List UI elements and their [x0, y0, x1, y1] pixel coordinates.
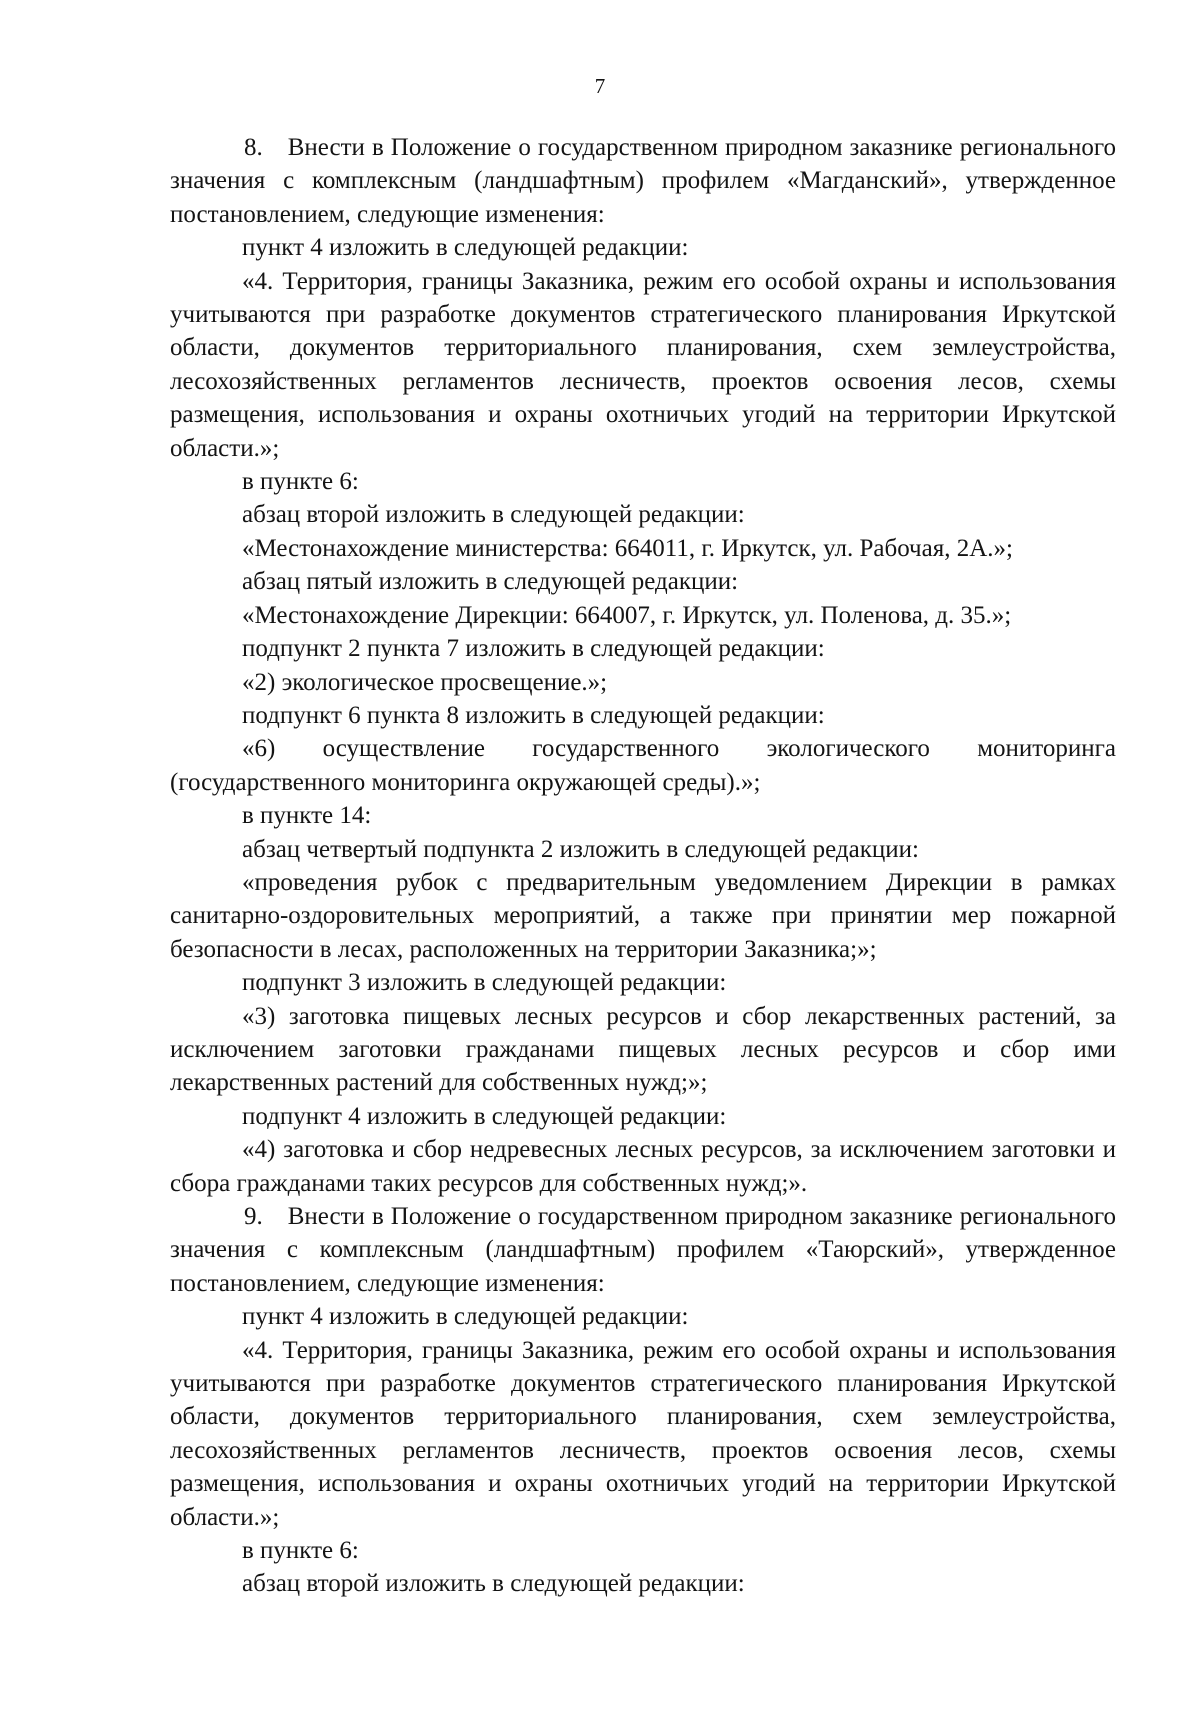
paragraph: «проведения рубок с предварительным уведомлением Дирекции в рамках санитарно-оздоровительных мероприятий, а также при принятии мер пожарной безопасности в лесах, расположенных на территории Заказника;»; [170, 868, 1116, 963]
paragraph: «4) заготовка и сбор недревесных лесных ресурсов, за исключением заготовки и сбора гражданами таких ресурсов для собственных нужд;». [170, 1136, 1116, 1197]
paragraph: абзац второй изложить в следующей редакции: [242, 1570, 745, 1598]
paragraph: в пункте 6: [242, 1537, 359, 1565]
page-number: 7 [594, 74, 606, 98]
paragraph: «4. Территория, границы Заказника, режим его особой охраны и использования учитываются при разработке документов стратегического планирования Иркутской области, документов территориального планирования, схем землеустройства, лесохозяйственных регламентов лесничеств, проектов освоения лесов, схемы размещения, использования и охраны охотничьих угодий на территории Иркутской области.»; [170, 267, 1116, 462]
paragraph: «Местонахождение министерства: 664011, г. Иркутск, ул. Рабочая, 2А.»; [242, 534, 1013, 562]
paragraph: «3) заготовка пищевых лесных ресурсов и сбор лекарственных растений, за исключением заготовки гражданами пищевых лесных ресурсов и сбор ими лекарственных растений для собственных нужд;»; [170, 1002, 1116, 1097]
paragraph: абзац второй изложить в следующей редакции: [242, 501, 745, 529]
paragraph-item-9: 9. Внести в Положение о государственном природном заказнике регионального значения с комплексным (ландшафтным) профилем «Таюрский», утвержденное постановлением, следующие изменения: [170, 1203, 1116, 1297]
paragraph: абзац пятый изложить в следующей редакции: [242, 568, 739, 596]
paragraph: в пункте 6: [242, 468, 359, 496]
paragraph: «2) экологическое просвещение.»; [242, 668, 608, 696]
paragraph: подпункт 3 изложить в следующей редакции: [242, 969, 727, 997]
paragraph: подпункт 4 изложить в следующей редакции: [242, 1102, 727, 1130]
document-body [170, 131, 1116, 1601]
paragraph: пункт 4 изложить в следующей редакции: [242, 1303, 689, 1331]
paragraph: подпункт 2 пункта 7 изложить в следующей редакции: [242, 635, 825, 663]
paragraph: в пункте 14: [242, 802, 372, 830]
paragraph: «4. Территория, границы Заказника, режим его особой охраны и использования учитываются при разработке документов стратегического планирования Иркутской области, документов территориального планирования, схем землеустройства, лесохозяйственных регламентов лесничеств, проектов освоения лесов, схемы размещения, использования и охраны охотничьих угодий на территории Иркутской области.»; [170, 1336, 1116, 1531]
paragraph: подпункт 6 пункта 8 изложить в следующей редакции: [242, 701, 825, 729]
paragraph: «Местонахождение Дирекции: 664007, г. Иркутск, ул. Поленова, д. 35.»; [242, 601, 1012, 629]
paragraph: пункт 4 изложить в следующей редакции: [242, 234, 689, 262]
paragraph: «6) осуществление государственного экологического мониторинга (государственного мониторинга окружающей среды).»; [170, 735, 1116, 796]
paragraph-item-8: 8. Внести в Положение о государственном природном заказнике регионального значения с комплексным (ландшафтным) профилем «Магданский», утвержденное постановлением, следующие изменения: [170, 134, 1116, 228]
paragraph: абзац четвертый подпункта 2 изложить в следующей редакции: [242, 835, 919, 863]
